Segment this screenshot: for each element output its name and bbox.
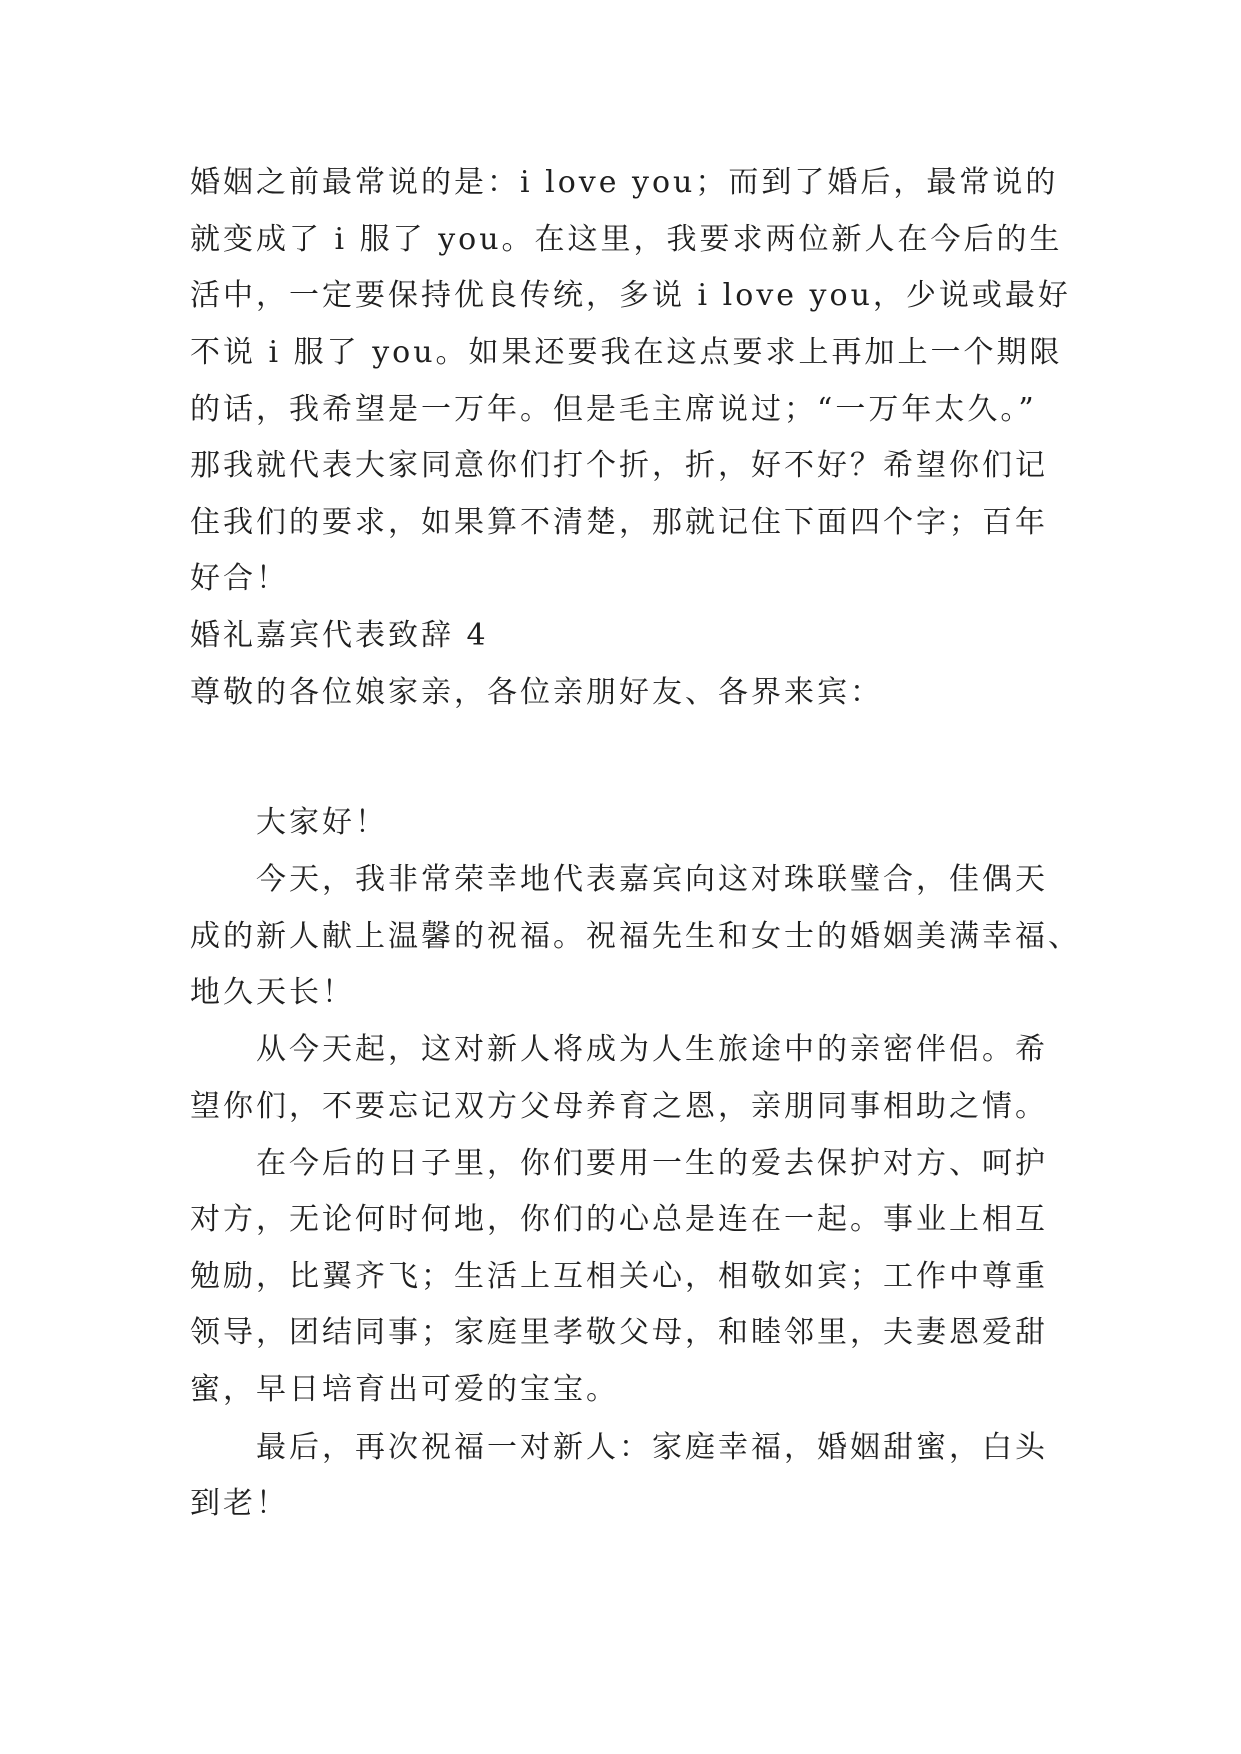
salutation: 尊敬的各位娘家亲，各位亲朋好友、各界来宾：: [190, 675, 883, 710]
body-text-line: 不说 i 服了 you。如果还要我在这点要求上再加上一个期限: [190, 335, 1063, 370]
body-text-line: 好合！: [190, 561, 289, 596]
paragraph-line: 蜜，早日培育出可爱的宝宝。: [190, 1372, 619, 1407]
paragraph-line: 勉励，比翼齐飞；生活上互相关心，相敬如宾；工作中尊重: [190, 1259, 1048, 1294]
paragraph-line: 从今天起，这对新人将成为人生旅途中的亲密伴侣。希: [256, 1032, 1048, 1067]
paragraph-line: 到老！: [190, 1486, 289, 1521]
paragraph-line: 地久天长！: [190, 975, 355, 1010]
paragraph-line: 成的新人献上温馨的祝福。祝福先生和女士的婚姻美满幸福、: [190, 919, 1081, 954]
paragraph-line: 领导，团结同事；家庭里孝敬父母，和睦邻里，夫妻恩爱甜: [190, 1315, 1048, 1350]
body-text-line: 住我们的要求，如果算不清楚，那就记住下面四个字；百年: [190, 505, 1048, 540]
paragraph-line: 最后，再次祝福一对新人：家庭幸福，婚姻甜蜜，白头: [256, 1430, 1048, 1465]
paragraph-line: 今天，我非常荣幸地代表嘉宾向这对珠联璧合，佳偶天: [256, 862, 1048, 897]
greeting: 大家好！: [256, 805, 388, 840]
section-title: 婚礼嘉宾代表致辞 4: [190, 618, 489, 653]
paragraph-line: 在今后的日子里，你们要用一生的爱去保护对方、呵护: [256, 1146, 1048, 1181]
body-text-line: 那我就代表大家同意你们打个折，折，好不好？希望你们记: [190, 448, 1048, 483]
paragraph-line: 对方，无论何时何地，你们的心总是连在一起。事业上相互: [190, 1202, 1048, 1237]
body-text-line: 活中，一定要保持优良传统，多说 i love you，少说或最好: [190, 278, 1071, 313]
body-text-line: 的话，我希望是一万年。但是毛主席说过；“一万年太久。”: [190, 392, 1037, 427]
body-text-line: 就变成了 i 服了 you。在这里，我要求两位新人在今后的生: [190, 222, 1063, 257]
body-text-line: 婚姻之前最常说的是：i love you；而到了婚后，最常说的: [190, 165, 1059, 200]
paragraph-line: 望你们，不要忘记双方父母养育之恩，亲朋同事相助之情。: [190, 1089, 1048, 1124]
